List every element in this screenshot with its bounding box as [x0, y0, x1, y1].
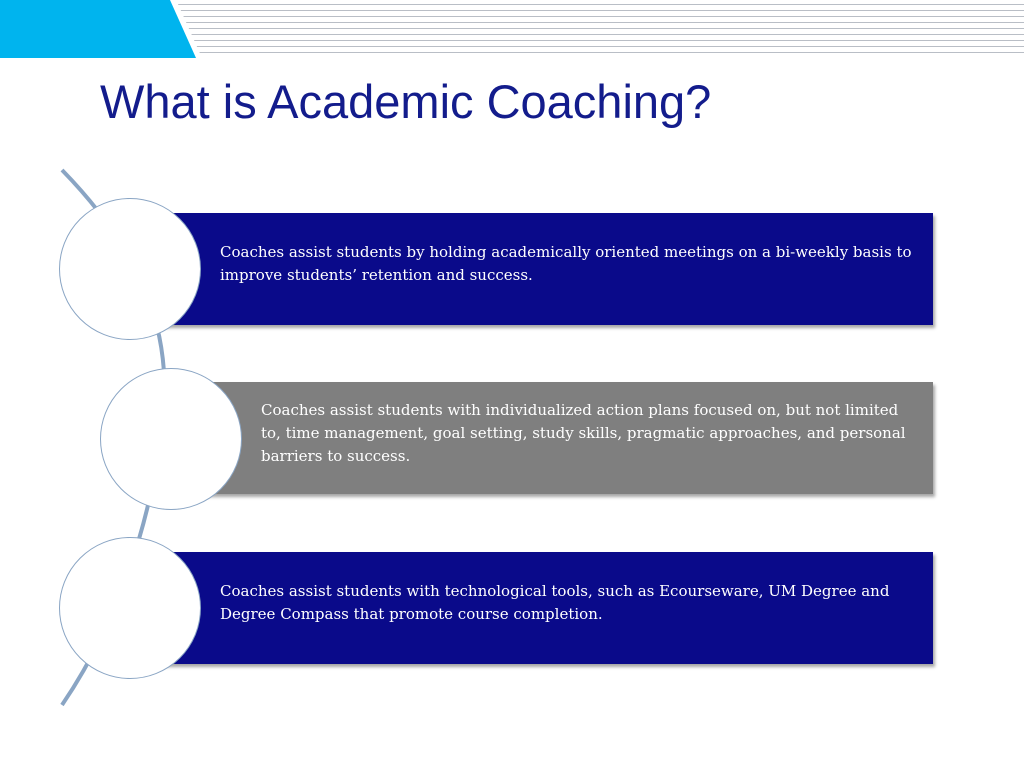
- slide-title: What is Academic Coaching?: [100, 75, 712, 128]
- list-item-text: Coaches assist students by holding academically oriented meetings on a bi-weekly basis to improve students’ retention and success.: [220, 243, 912, 284]
- bullet-circle-3: [59, 537, 201, 679]
- list-item-text: Coaches assist students with individualized action plans focused on, but not limited to, time management, goal setting, study skills, pragmatic approaches, and personal barriers to success.: [261, 400, 906, 465]
- bullet-circle-2: [100, 368, 242, 510]
- list-item-1: [130, 213, 933, 325]
- bullet-circle-1: [59, 198, 201, 340]
- list-item-3: [130, 552, 933, 664]
- list-item-2: [170, 382, 933, 494]
- list-item-text: Coaches assist students with technological tools, such as Ecourseware, UM Degree and Degree Compass that promote course completion.: [220, 582, 890, 623]
